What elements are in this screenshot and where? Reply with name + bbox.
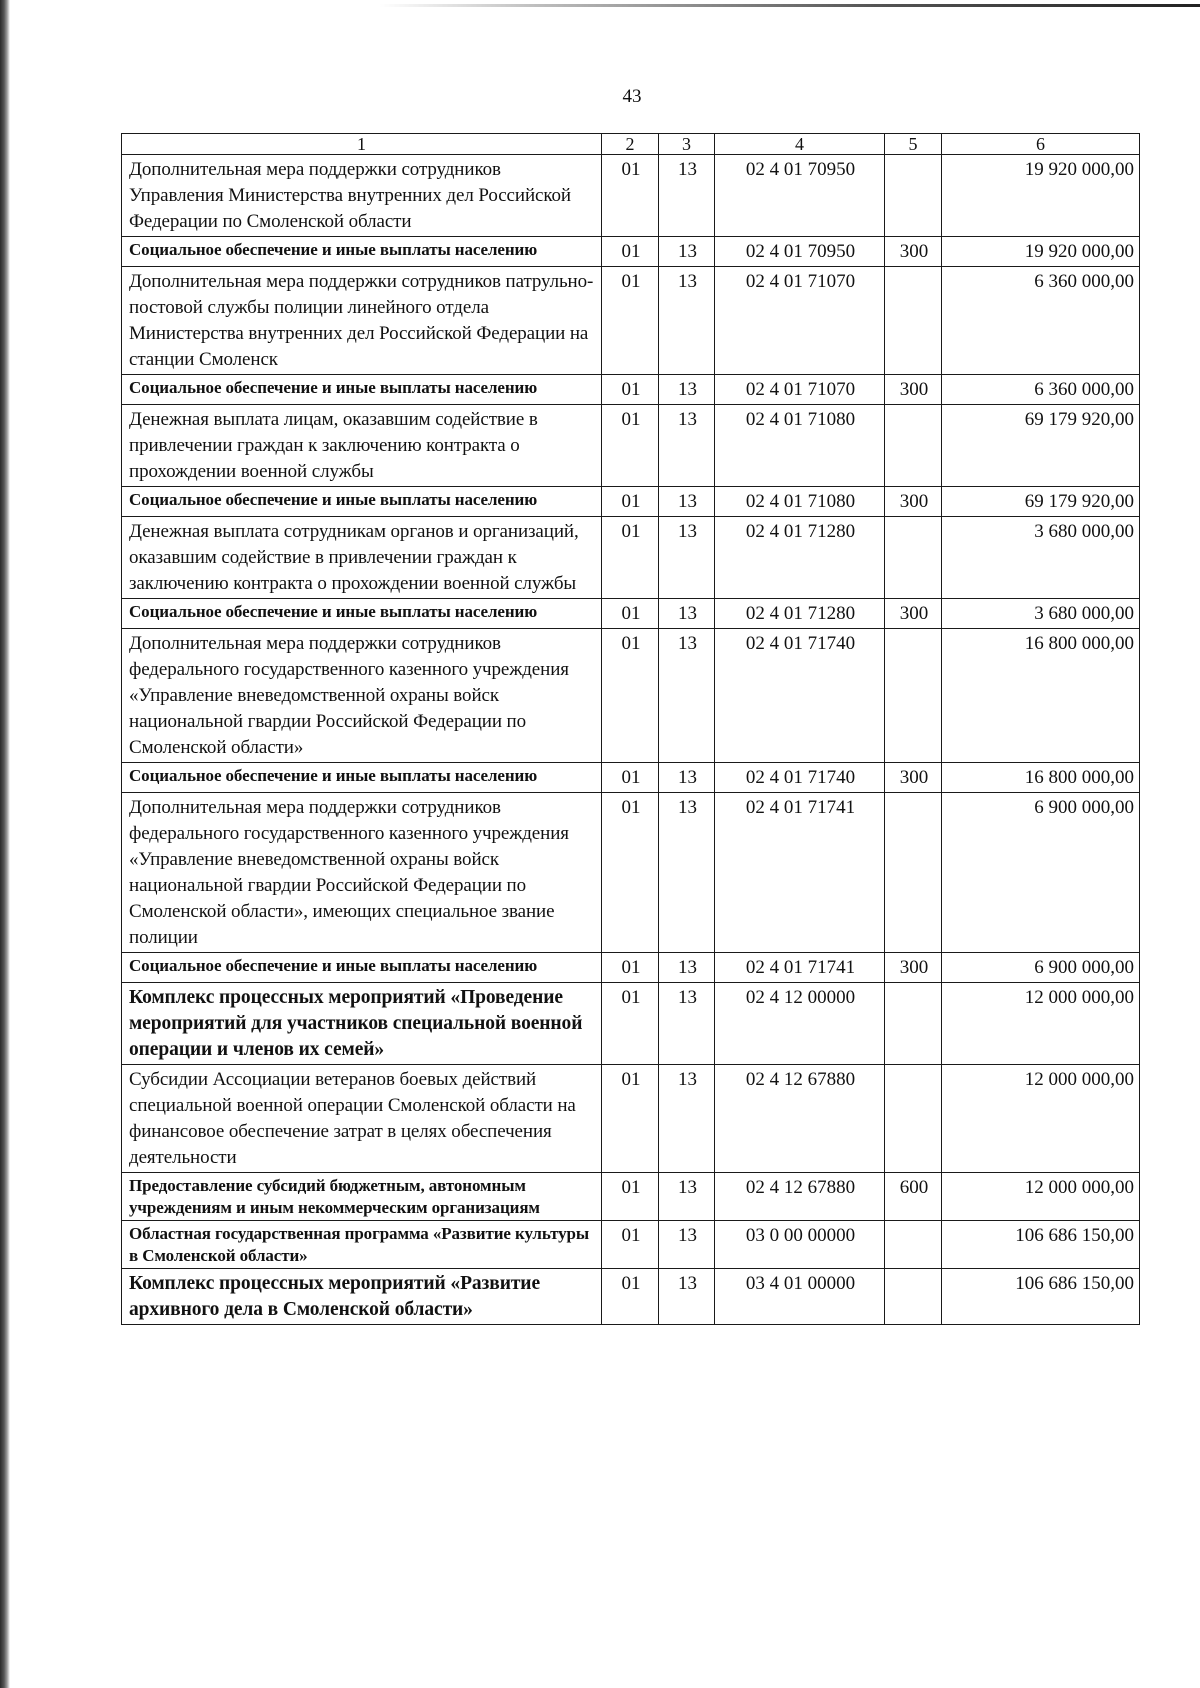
scan-top-rule <box>380 4 1200 7</box>
section-code: 01 <box>602 983 659 1065</box>
subsection-code: 13 <box>659 1173 715 1221</box>
target-article-code: 02 4 01 71080 <box>715 405 885 487</box>
subsection-code: 13 <box>659 1269 715 1325</box>
subsection-code: 13 <box>659 953 715 983</box>
expense-type-code <box>885 517 942 599</box>
amount: 3 680 000,00 <box>942 599 1140 629</box>
column-header-3: 3 <box>659 134 715 155</box>
target-article-code: 02 4 01 70950 <box>715 237 885 267</box>
amount: 12 000 000,00 <box>942 983 1140 1065</box>
table-row <box>122 629 1140 763</box>
section-code: 01 <box>602 267 659 375</box>
budget-table-body <box>122 134 1140 1325</box>
table-row <box>122 237 1140 267</box>
row-name: Дополнительная мера поддержки сотрудников патрульно-постовой службы полиции линейного отдела Министерства внутренних дел Российской Федерации на станции Смоленск <box>122 267 602 375</box>
section-code: 01 <box>602 375 659 405</box>
amount: 6 900 000,00 <box>942 793 1140 953</box>
expense-type-code <box>885 983 942 1065</box>
target-article-code: 02 4 01 71080 <box>715 487 885 517</box>
row-name: Комплекс процессных мероприятий «Развитие архивного дела в Смоленской области» <box>122 1269 602 1325</box>
column-header-4: 4 <box>715 134 885 155</box>
row-name: Дополнительная мера поддержки сотрудников федерального государственного казенного учреждения «Управление вневедомственной охраны войск национальной гвардии Российской Федерации по Смоленской области», имеющих специальное звание полиции <box>122 793 602 953</box>
subsection-code: 13 <box>659 599 715 629</box>
subsection-code: 13 <box>659 983 715 1065</box>
section-code: 01 <box>602 1173 659 1221</box>
table-row <box>122 793 1140 953</box>
page-number: 43 <box>622 86 642 107</box>
column-header-2: 2 <box>602 134 659 155</box>
table-row <box>122 405 1140 487</box>
target-article-code: 02 4 01 71070 <box>715 375 885 405</box>
table-row <box>122 1221 1140 1269</box>
subsection-code: 13 <box>659 237 715 267</box>
target-article-code: 02 4 01 71740 <box>715 763 885 793</box>
subsection-code: 13 <box>659 487 715 517</box>
subsection-code: 13 <box>659 405 715 487</box>
expense-type-code <box>885 155 942 237</box>
table-row <box>122 1065 1140 1173</box>
row-name: Социальное обеспечение и иные выплаты населению <box>122 763 602 793</box>
row-name: Дополнительная мера поддержки сотрудников Управления Министерства внутренних дел Российской Федерации по Смоленской области <box>122 155 602 237</box>
target-article-code: 02 4 12 00000 <box>715 983 885 1065</box>
section-code: 01 <box>602 629 659 763</box>
budget-table <box>121 133 1140 1325</box>
section-code: 01 <box>602 793 659 953</box>
row-name: Областная государственная программа «Развитие культуры в Смоленской области» <box>122 1221 602 1269</box>
expense-type-code: 300 <box>885 375 942 405</box>
column-number-row <box>122 134 1140 155</box>
table-row <box>122 155 1140 237</box>
expense-type-code: 300 <box>885 599 942 629</box>
section-code: 01 <box>602 405 659 487</box>
section-code: 01 <box>602 1221 659 1269</box>
row-name: Предоставление субсидий бюджетным, автономным учреждениям и иным некоммерческим организациям <box>122 1173 602 1221</box>
amount: 6 360 000,00 <box>942 375 1140 405</box>
section-code: 01 <box>602 1065 659 1173</box>
amount: 16 800 000,00 <box>942 629 1140 763</box>
expense-type-code <box>885 405 942 487</box>
column-header-6: 6 <box>942 134 1140 155</box>
section-code: 01 <box>602 599 659 629</box>
amount: 69 179 920,00 <box>942 405 1140 487</box>
section-code: 01 <box>602 1269 659 1325</box>
row-name: Социальное обеспечение и иные выплаты населению <box>122 487 602 517</box>
expense-type-code <box>885 1221 942 1269</box>
subsection-code: 13 <box>659 629 715 763</box>
expense-type-code: 300 <box>885 237 942 267</box>
row-name: Комплекс процессных мероприятий «Проведение мероприятий для участников специальной военной операции и членов их семей» <box>122 983 602 1065</box>
row-name: Социальное обеспечение и иные выплаты населению <box>122 375 602 405</box>
table-row <box>122 517 1140 599</box>
target-article-code: 03 0 00 00000 <box>715 1221 885 1269</box>
amount: 69 179 920,00 <box>942 487 1140 517</box>
target-article-code: 02 4 01 70950 <box>715 155 885 237</box>
section-code: 01 <box>602 487 659 517</box>
table-row <box>122 599 1140 629</box>
subsection-code: 13 <box>659 1065 715 1173</box>
amount: 106 686 150,00 <box>942 1221 1140 1269</box>
section-code: 01 <box>602 155 659 237</box>
target-article-code: 02 4 12 67880 <box>715 1173 885 1221</box>
subsection-code: 13 <box>659 763 715 793</box>
expense-type-code <box>885 1269 942 1325</box>
target-article-code: 02 4 01 71280 <box>715 517 885 599</box>
expense-type-code: 300 <box>885 953 942 983</box>
row-name: Денежная выплата сотрудникам органов и организаций, оказавшим содействие в привлечении граждан к заключению контракта о прохождении военной службы <box>122 517 602 599</box>
table-row <box>122 487 1140 517</box>
target-article-code: 02 4 01 71280 <box>715 599 885 629</box>
expense-type-code: 300 <box>885 763 942 793</box>
column-header-1: 1 <box>122 134 602 155</box>
subsection-code: 13 <box>659 267 715 375</box>
amount: 12 000 000,00 <box>942 1173 1140 1221</box>
amount: 106 686 150,00 <box>942 1269 1140 1325</box>
amount: 6 900 000,00 <box>942 953 1140 983</box>
subsection-code: 13 <box>659 155 715 237</box>
section-code: 01 <box>602 763 659 793</box>
row-name: Социальное обеспечение и иные выплаты населению <box>122 953 602 983</box>
row-name: Социальное обеспечение и иные выплаты населению <box>122 599 602 629</box>
amount: 6 360 000,00 <box>942 267 1140 375</box>
section-code: 01 <box>602 953 659 983</box>
subsection-code: 13 <box>659 375 715 405</box>
expense-type-code <box>885 793 942 953</box>
target-article-code: 02 4 01 71070 <box>715 267 885 375</box>
row-name: Денежная выплата лицам, оказавшим содействие в привлечении граждан к заключению контракта о прохождении военной службы <box>122 405 602 487</box>
table-row <box>122 953 1140 983</box>
table-row <box>122 1269 1140 1325</box>
row-name: Дополнительная мера поддержки сотрудников федерального государственного казенного учреждения «Управление вневедомственной охраны войск национальной гвардии Российской Федерации по Смоленской области» <box>122 629 602 763</box>
target-article-code: 03 4 01 00000 <box>715 1269 885 1325</box>
section-code: 01 <box>602 237 659 267</box>
section-code: 01 <box>602 517 659 599</box>
table-row <box>122 267 1140 375</box>
subsection-code: 13 <box>659 517 715 599</box>
expense-type-code: 300 <box>885 487 942 517</box>
row-name: Социальное обеспечение и иные выплаты населению <box>122 237 602 267</box>
table-row <box>122 763 1140 793</box>
amount: 19 920 000,00 <box>942 155 1140 237</box>
column-header-5: 5 <box>885 134 942 155</box>
target-article-code: 02 4 01 71741 <box>715 953 885 983</box>
subsection-code: 13 <box>659 1221 715 1269</box>
table-row <box>122 375 1140 405</box>
amount: 16 800 000,00 <box>942 763 1140 793</box>
amount: 3 680 000,00 <box>942 517 1140 599</box>
scan-edge-shadow <box>0 0 10 1688</box>
table-row <box>122 1173 1140 1221</box>
amount: 19 920 000,00 <box>942 237 1140 267</box>
table-row <box>122 983 1140 1065</box>
expense-type-code <box>885 267 942 375</box>
target-article-code: 02 4 01 71741 <box>715 793 885 953</box>
amount: 12 000 000,00 <box>942 1065 1140 1173</box>
target-article-code: 02 4 01 71740 <box>715 629 885 763</box>
subsection-code: 13 <box>659 793 715 953</box>
row-name: Субсидии Ассоциации ветеранов боевых действий специальной военной операции Смоленской области на финансовое обеспечение затрат в целях обеспечения деятельности <box>122 1065 602 1173</box>
target-article-code: 02 4 12 67880 <box>715 1065 885 1173</box>
expense-type-code <box>885 629 942 763</box>
expense-type-code: 600 <box>885 1173 942 1221</box>
expense-type-code <box>885 1065 942 1173</box>
